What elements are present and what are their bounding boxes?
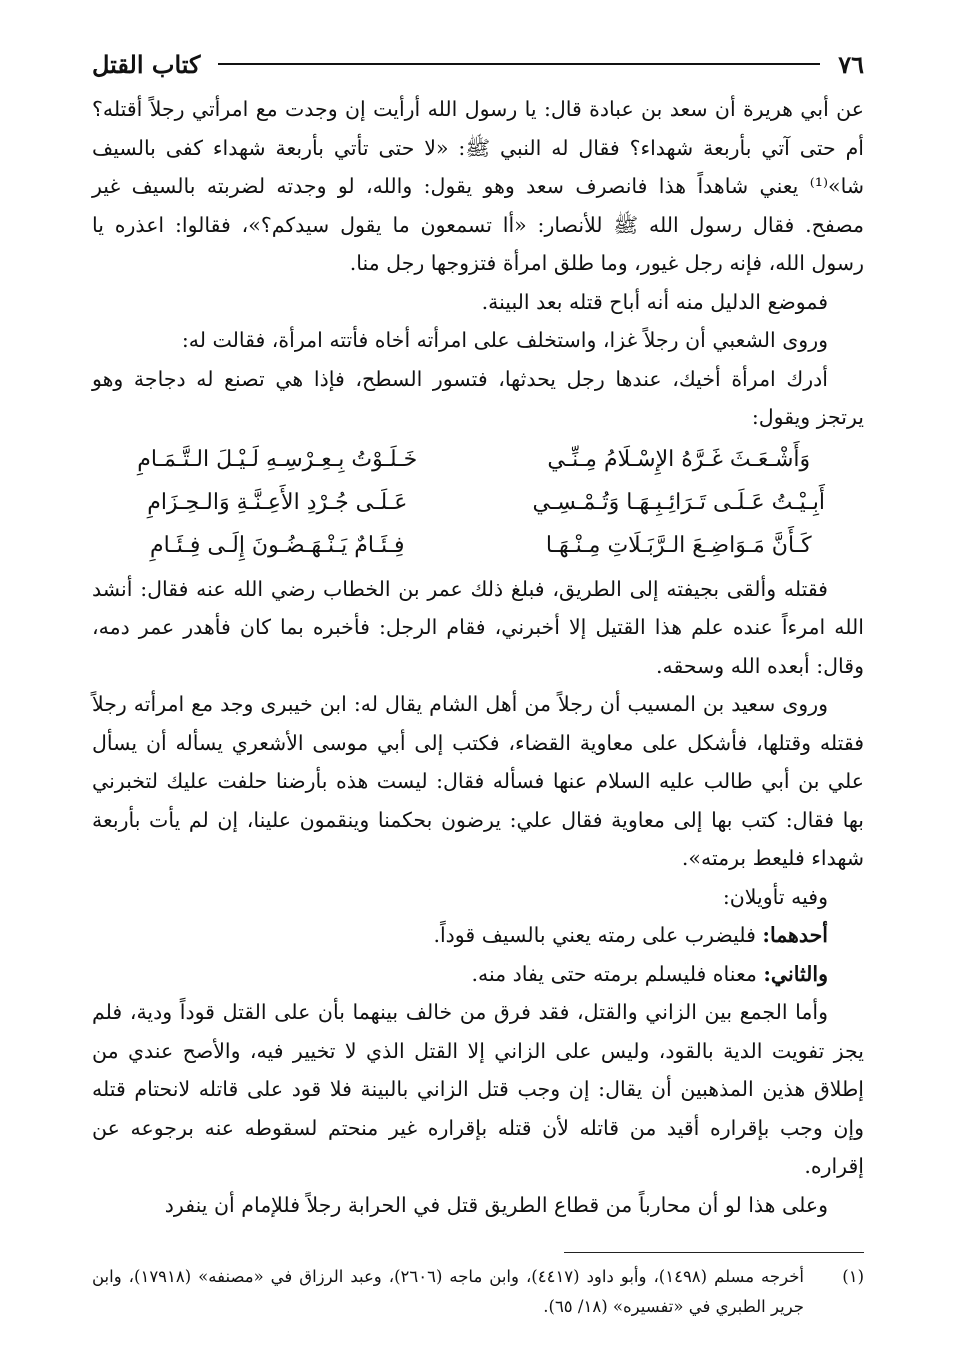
page-number: ٧٦: [838, 49, 864, 79]
verse-first-hemistich: وَأَشْـعَـثَ غَـرَّهُ الإِسْـلَامُ مِـنِّـي: [547, 446, 811, 472]
verse-first-hemistich: أَبِـيْـتُ عَـلَـى تَـرَائِـبِـهَـا وَتُـمْـسِـي: [532, 489, 825, 515]
poem-verse: [92, 482, 864, 525]
paragraph: عن أبي هريرة أن سعد بن عبادة قال: يا رسول الله أرأيت إن وجدت مع امرأتي رجلاً أقتله؟ أم حتى آتي بأربعة شهداء؟ فقال له النبي ﷺ: «لا حتى تأتي بأربعة شهداء كفى بالسيف شا»⁽¹⁾ يعني شاهداً هذا فانصرف سعد وهو يقول: والله، لو وجدته لضربته بالسيف غير مصفح. فقال رسول الله ﷺ للأنصار: «أا تسمعون ما يقول سيدكم؟»، فقالوا: اعذره يا رسول الله، فإنه رجل غيور، وما طلق امرأة فتزوجها رجل منا.: [92, 97, 864, 275]
paragraph: وفيه تأويلان:: [722, 884, 828, 909]
verse-second-hemistich: عَـلَـى جُـرْدِ الأَعِـنَّـةِ وَالـحِـزَامِ: [147, 489, 408, 515]
paragraph: وأما الجمع بين الزاني والقتل، فقد فرق من خالف بينهما بأن على القتل قوداً ودية، فلم يجز تفويت الدية بالقود، وليس على الزاني إلا القتل الذي لا تخيير فيه، والأصح عندي من إطلاق هذين المذهبين أن يقال: إن وجب قتل الزاني بالبينة فلا قود على قاتله لانحتام قتله وإن وجب بإقراره أقيد من قاتله لأن قتله بإقراره غير منحتم لسقوطه عنه برجوعه عن إقراره.: [92, 1000, 864, 1178]
interpretation-text: معناه فليسلم برمته حتى يفاد منه.: [471, 961, 764, 986]
verse-second-hemistich: خَـلَـوْتُ بِـعِـرْسِـهِ لَـيْـلَ الـتَّـمَـامِ: [137, 446, 418, 472]
footnote: [92, 1262, 864, 1322]
interpretation-text: فليضرب على رمته يعني بالسيف قوداً.: [433, 923, 763, 947]
page-header: [92, 40, 864, 88]
poem-verse: [92, 525, 864, 568]
paragraph: وروى سعيد بن المسيب أن رجلاً من أهل الشام يقال له: ابن خيبرى وجد مع امرأته رجلاً فقتله وقتلها، فأشكل على معاوية القضاء، فكتب إلى أبي موسى الأشعري يسأله أن يسأل علي بن أبي طالب عليه السلام عنها فسأله فقال: ليست هذه بأرضنا حلفت عليك لتخبرني بها فقال: كتب بها إلى معاوية فقال علي: يرضون بحكمنا وينقمون علينا، إن لم يأت بأربعة شهداء فليعط برمته».: [92, 692, 864, 870]
footnote-separator: [564, 1252, 864, 1253]
paragraph: أدرك امرأة أخيك، عندها رجل يحدثها، فتسور السطح، فإذا هي تصنع له دجاجة وهو يرتجز ويقول:: [92, 366, 864, 429]
footnote-text: أخرجه مسلم (١٤٩٨)، وأبو داود (٤٤١٧)، وابن ماجه (٢٦٠٦)، وعبد الرزاق في «مصنفه» (١٧٩١٨)، وابن جرير الطبري في «تفسيره» (١٨/ ٦٥).: [92, 1267, 804, 1316]
paragraph: فقتله وألقى بجيفته إلى الطريق، فبلغ ذلك عمر بن الخطاب رضي الله عنه فقال: أنشد الله امرءاً عنده علم هذا القتيل إلا أخبرني، فقام الرجل: فأخبره بما كان فأهدر عمر دمه، وقال: أبعده الله وسحقه.: [92, 576, 864, 678]
header-rule: [218, 63, 820, 65]
poem-verse: [92, 439, 864, 482]
footnote-number: (١): [842, 1267, 864, 1286]
paragraph: وروى الشعبي أن رجلاً غزا، واستخلف على امرأته أخاه فأتته امرأة، فقالت له:: [181, 328, 828, 352]
interpretation-first: [92, 916, 864, 955]
page-body: [92, 90, 864, 1224]
poem: [92, 439, 864, 568]
verse-first-hemistich: كَـأَنَّ مَـوَاضِـعَ الـرَّبَـلَاتِ مِـنْـهَـا: [545, 532, 812, 558]
verse-second-hemistich: فِـئَـامٌ يَـنْـهَـضُـونَ إِلَـى فِـئَـامِ: [149, 532, 405, 558]
running-title: كتاب القتل: [92, 49, 201, 79]
interpretation-second: [92, 955, 864, 994]
interpretation-lead: أحدهما:: [762, 923, 828, 947]
paragraph: وعلى هذا لو أن محارباً من قطاع الطريق قتل في الحرابة رجلاً فللإمام أن ينفرد: [164, 1192, 828, 1217]
interpretation-lead: والثاني:: [763, 961, 828, 986]
paragraph: فموضع الدليل منه أنه أباح قتله بعد البينة.: [481, 289, 828, 314]
